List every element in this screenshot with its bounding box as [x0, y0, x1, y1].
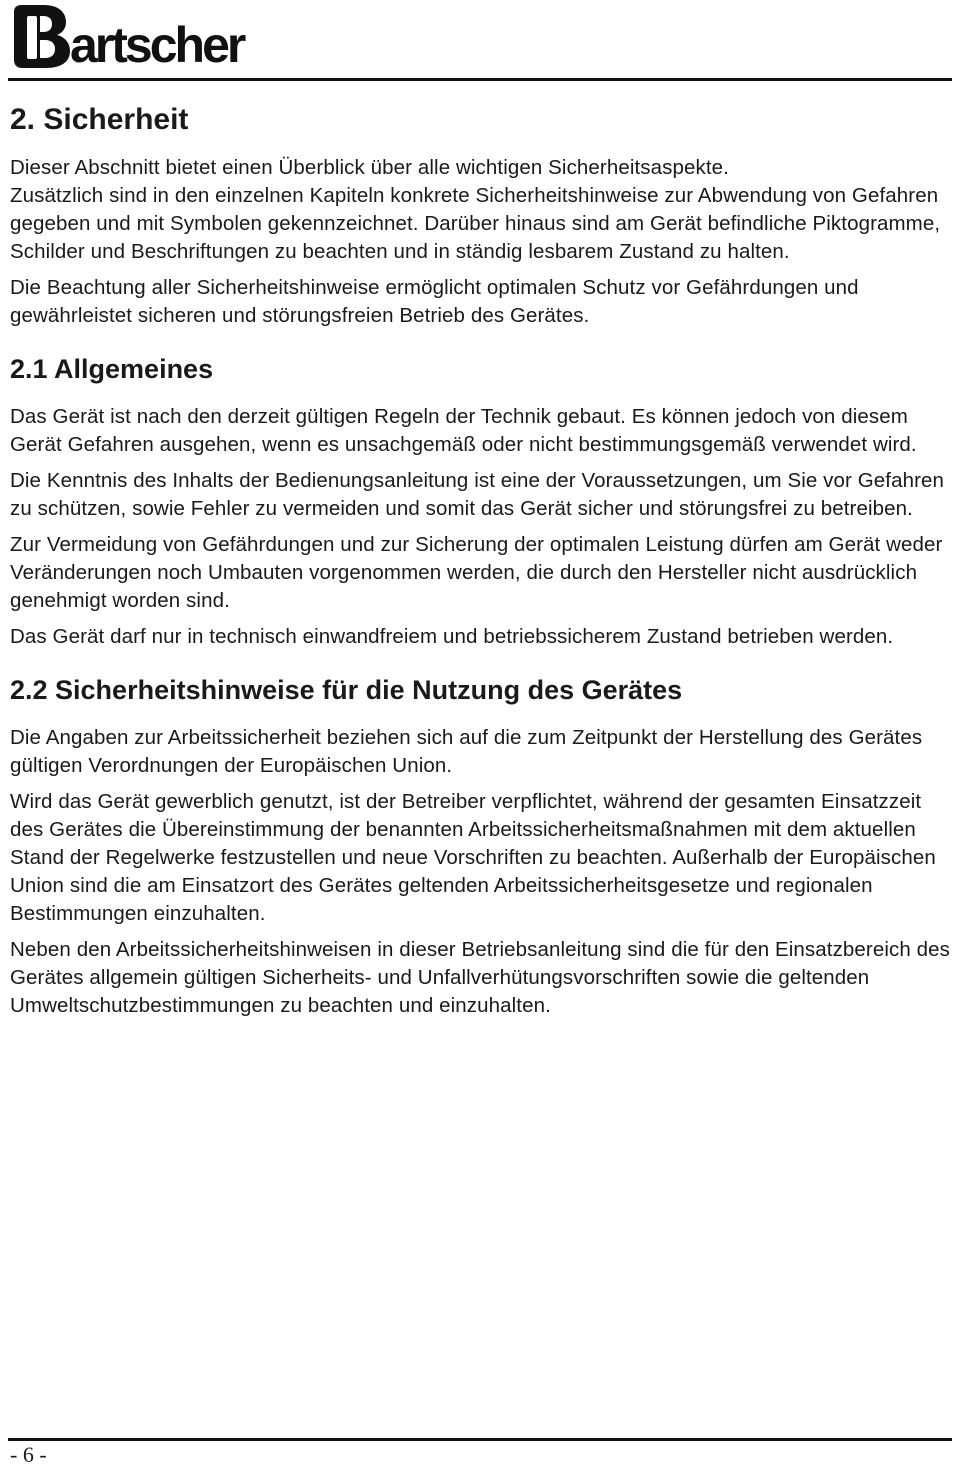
subsection-paragraph: Zur Vermeidung von Gefährdungen und zur Sicherung der optimalen Leistung dürfen am Gerät weder Veränderungen noch Umbauten vorgenommen werden, die durch den Hersteller nicht ausdrücklich genehmigt worden sind. [10, 533, 943, 612]
svg-text:artscher: artscher [70, 17, 244, 73]
page-content [10, 100, 950, 1020]
subsection-paragraph: Wird das Gerät gewerblich genutzt, ist der Betreiber verpflichtet, während der gesamten Einsatzzeit des Gerätes die Übereinstimmung der benannten Arbeitssicherheitsmaßnahmen mit dem aktuellen Stand der Regelwerke festzustellen und neue Vorschriften zu beachten. Außerhalb der Europäischen Union sind die am Einsatzort des Gerätes geltenden Arbeitssicherheitsgesetze und regionalen Bestimmungen einzuhalten. [10, 790, 936, 925]
section-paragraph: Die Beachtung aller Sicherheitshinweise ermöglicht optimalen Schutz vor Gefährdungen und gewährleistet sicheren und störungsfreien Betrieb des Gerätes. [10, 276, 859, 327]
subsection-paragraph: Die Angaben zur Arbeitssicherheit beziehen sich auf die zum Zeitpunkt der Herstellung des Gerätes gültigen Verordnungen der Europäischen Union. [10, 726, 923, 777]
subsection-paragraph: Die Kenntnis des Inhalts der Bedienungsanleitung ist eine der Voraussetzungen, um Sie vor Gefahren zu schützen, sowie Fehler zu vermeiden und somit das Gerät sicher und störungsfrei zu betreiben. [10, 469, 945, 520]
page-header [0, 0, 960, 84]
header-rule [8, 78, 952, 81]
subsection-paragraph: Neben den Arbeitssicherheitshinweisen in dieser Betriebsanleitung sind die für den Einsatzbereich des Gerätes allgemein gültigen Sicherheits- und Unfallverhütungsvorschriften sowie die geltenden Umweltschutzbestimmungen zu beachten und einzuhalten. [10, 938, 950, 1017]
bartscher-logo [10, 2, 244, 73]
footer-rule [8, 1438, 952, 1441]
subsection-title-sicherheitshinweise: 2.2 Sicherheitshinweise für die Nutzung des Gerätes [10, 675, 683, 705]
subsection-paragraph: Das Gerät darf nur in technisch einwandfreiem und betriebssicherem Zustand betrieben werden. [10, 625, 894, 648]
section-paragraph: Dieser Abschnitt bietet einen Überblick über alle wichtigen Sicherheitsaspekte. [10, 156, 729, 179]
section-paragraph: Zusätzlich sind in den einzelnen Kapiteln konkrete Sicherheitshinweise zur Abwendung von Gefahren gegeben und mit Symbolen gekennzeichnet. Darüber hinaus sind am Gerät befindliche Piktogramme, Schilder und Beschriftungen zu beachten und in ständig lesbarem Zustand zu halten. [10, 184, 941, 263]
page-number: - 6 - [10, 1442, 47, 1467]
subsection-paragraph: Das Gerät ist nach den derzeit gültigen Regeln der Technik gebaut. Es können jedoch von diesem Gerät Gefahren ausgehen, wenn es unsachgemäß oder nicht bestimmungsgemäß verwendet wird. [10, 405, 917, 456]
subsection-title-allgemeines: 2.1 Allgemeines [10, 354, 214, 384]
section-title: 2. Sicherheit [10, 103, 189, 136]
